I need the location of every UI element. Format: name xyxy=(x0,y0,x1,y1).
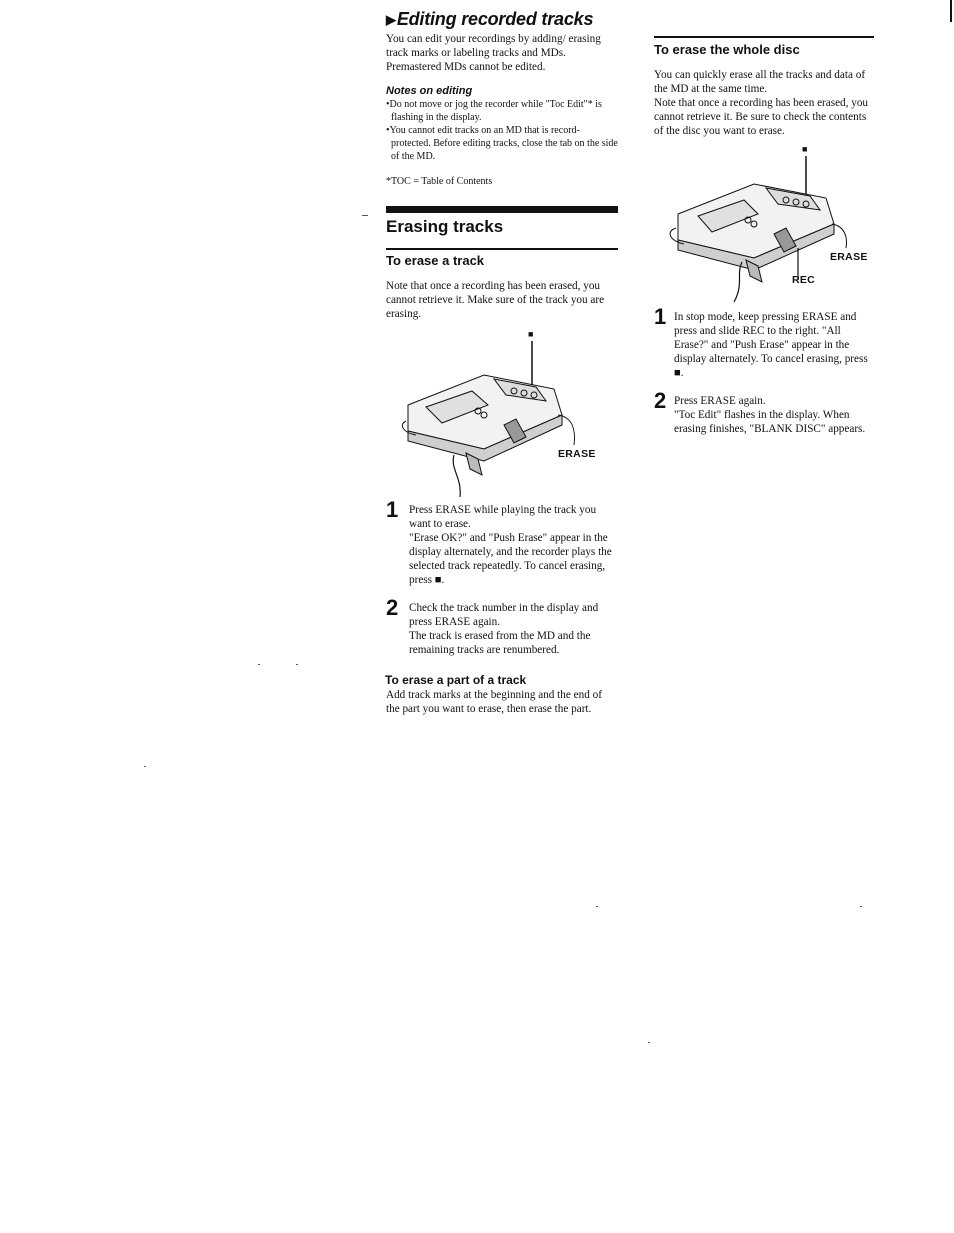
scan-speck xyxy=(362,215,368,216)
subsection-divider xyxy=(386,248,618,250)
step-number: 2 xyxy=(654,388,667,413)
erase-track-step xyxy=(386,497,618,587)
erase-part-text: Add track marks at the beginning and the end of the part you want to erase, then erase the part. xyxy=(386,689,602,715)
erase-track-intro: Note that once a recording has been erased, you cannot retrieve it. Make sure of the track you are erasing. xyxy=(386,280,605,320)
subsection-divider xyxy=(654,36,874,38)
note-item: • Do not move or jog the recorder while "Toc Edit"* is flashing in the display. xyxy=(386,98,618,124)
note-item: • You cannot edit tracks on an MD that is record-protected. Before editing tracks, close the tab on the side of the MD. xyxy=(386,124,618,163)
editing-section-title: ▶Editing recorded tracks xyxy=(386,9,594,29)
page-edge-mark xyxy=(950,0,952,22)
left-column xyxy=(386,8,618,716)
stop-button-symbol: ■ xyxy=(528,329,534,339)
erase-disc-intro: You can quickly erase all the tracks and data of the MD at the same time. Note that once a recording has been erased, you cannot retrieve it. Be sure to check the contents of the disc you want to erase. xyxy=(654,69,869,137)
step-text: Check the track number in the display and press ERASE again. The track is erased from the MD and the remaining tracks are renumbered. xyxy=(409,602,599,656)
erase-callout: ERASE xyxy=(558,448,596,460)
step-text: Press ERASE while playing the track you want to erase. "Erase OK?" and "Push Erase" appear in the display alternately, and the recorder plays the selected track repeatedly. To cancel erasing, press ■. xyxy=(409,504,612,586)
erase-callout: ERASE xyxy=(830,251,868,263)
erase-track-title: To erase a track xyxy=(386,253,485,268)
erasing-section-title: Erasing tracks xyxy=(386,217,504,236)
md-recorder-illustration xyxy=(386,329,618,497)
erase-disc-step xyxy=(654,304,876,380)
step-number: 1 xyxy=(386,497,399,522)
md-recorder-illustration xyxy=(654,144,876,306)
step-text: Press ERASE again. "Toc Edit" flashes in the display. When erasing finishes, "BLANK DISC" appears. xyxy=(674,395,866,435)
scan-speck xyxy=(860,906,862,907)
erase-disc-title: To erase the whole disc xyxy=(654,42,800,57)
scan-speck xyxy=(596,906,598,907)
stop-button-symbol: ■ xyxy=(802,144,808,154)
rec-callout: REC xyxy=(792,274,816,286)
step-text: In stop mode, keep pressing ERASE and press and slide REC to the right. "All Erase?" and "Push Erase" appear in the display alternately. To cancel erasing, press ■. xyxy=(674,311,868,379)
arrow-right-icon: ▶ xyxy=(386,12,396,27)
step-number: 1 xyxy=(654,304,667,329)
editing-intro: You can edit your recordings by adding/ erasing track marks or labeling tracks and MDs. Premastered MDs cannot be edited. xyxy=(386,33,601,73)
right-column xyxy=(654,36,876,436)
notes-title: Notes on editing xyxy=(386,85,473,97)
erase-part-title: To erase a part of a track xyxy=(385,673,527,687)
section-divider xyxy=(386,206,618,213)
md-recorder-drawing xyxy=(654,144,876,306)
scan-speck xyxy=(258,664,260,665)
step-number: 2 xyxy=(386,595,399,620)
scan-speck xyxy=(648,1042,650,1043)
scan-speck xyxy=(296,664,298,665)
notes-list xyxy=(386,98,618,163)
toc-footnote: *TOC = Table of Contents xyxy=(386,176,493,187)
erase-track-step xyxy=(386,595,618,657)
md-recorder-drawing xyxy=(386,329,618,497)
scan-speck xyxy=(144,766,146,767)
erase-disc-step xyxy=(654,388,876,436)
